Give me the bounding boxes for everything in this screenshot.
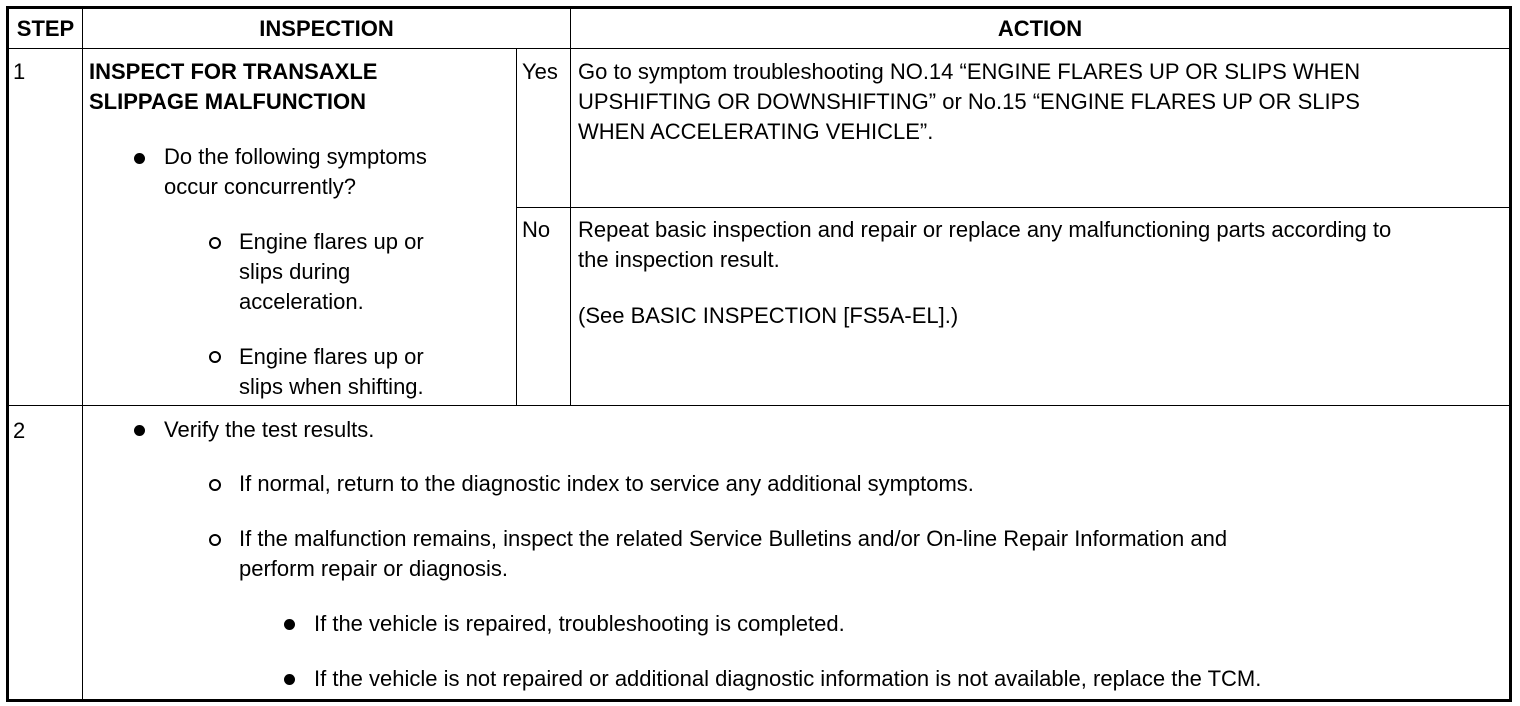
step-1-number: 1 xyxy=(13,59,26,84)
symptom-acceleration xyxy=(239,227,424,317)
symptom-line: Engine flares up or xyxy=(239,344,424,369)
no-action-line: Repeat basic inspection and repair or replace any malfunctioning parts according to xyxy=(578,217,1392,242)
troubleshooting-table xyxy=(6,6,1512,702)
open-bullet-icon xyxy=(209,479,221,491)
header-action: ACTION xyxy=(997,16,1083,41)
question-line: occur concurrently? xyxy=(164,174,356,199)
filled-bullet-icon xyxy=(134,153,145,164)
step-2-number: 2 xyxy=(13,418,26,443)
filled-bullet-icon xyxy=(284,674,295,685)
inspection-action-divider xyxy=(570,9,571,405)
malfunction-line: If the malfunction remains, inspect the related Service Bulletins and/or On-line Repair Information and xyxy=(239,526,1228,551)
step-column-divider xyxy=(82,9,83,699)
no-action xyxy=(578,215,1391,275)
symptom-line: slips during xyxy=(239,259,351,284)
open-bullet-icon xyxy=(209,237,221,249)
malfunction-remains xyxy=(239,524,1227,584)
vehicle-repaired: If the vehicle is repaired, troubleshooting is completed. xyxy=(314,611,845,636)
yes-action-line: UPSHIFTING OR DOWNSHIFTING” or No.15 “ENGINE FLARES UP OR SLIPS xyxy=(578,89,1360,114)
malfunction-line: perform repair or diagnosis. xyxy=(239,556,509,581)
symptom-shifting xyxy=(239,342,424,402)
symptom-line: slips when shifting. xyxy=(239,374,424,399)
open-bullet-icon xyxy=(209,351,221,363)
step-1-question xyxy=(164,142,427,202)
yes-no-divider xyxy=(516,207,1509,208)
step-1-title-line: SLIPPAGE MALFUNCTION xyxy=(89,89,367,114)
vehicle-not-repaired: If the vehicle is not repaired or additional diagnostic information is not available, replace the TCM. xyxy=(314,666,1262,691)
symptom-line: Engine flares up or xyxy=(239,229,424,254)
basic-inspection-reference: (See BASIC INSPECTION [FS5A-EL].) xyxy=(578,303,959,328)
step-1-title-line: INSPECT FOR TRANSAXLE xyxy=(89,59,378,84)
header-inspection: INSPECTION xyxy=(259,16,394,41)
no-action-line: the inspection result. xyxy=(578,247,780,272)
yes-action-line: Go to symptom troubleshooting NO.14 “ENGINE FLARES UP OR SLIPS WHEN xyxy=(578,59,1361,84)
no-label: No xyxy=(522,217,551,242)
header-step: STEP xyxy=(16,16,75,41)
yes-action-line: WHEN ACCELERATING VEHICLE”. xyxy=(578,119,934,144)
step-1-title xyxy=(89,57,377,117)
open-bullet-icon xyxy=(209,534,221,546)
header-divider xyxy=(9,48,1509,49)
verify-results: Verify the test results. xyxy=(164,417,375,442)
filled-bullet-icon xyxy=(284,619,295,630)
filled-bullet-icon xyxy=(134,425,145,436)
yes-action xyxy=(578,57,1360,147)
normal-result: If normal, return to the diagnostic index to service any additional symptoms. xyxy=(239,471,974,496)
step-divider xyxy=(9,405,1509,406)
symptom-line: acceleration. xyxy=(239,289,364,314)
yes-no-label-divider xyxy=(516,48,517,405)
yes-label: Yes xyxy=(522,59,558,84)
question-line: Do the following symptoms xyxy=(164,144,427,169)
